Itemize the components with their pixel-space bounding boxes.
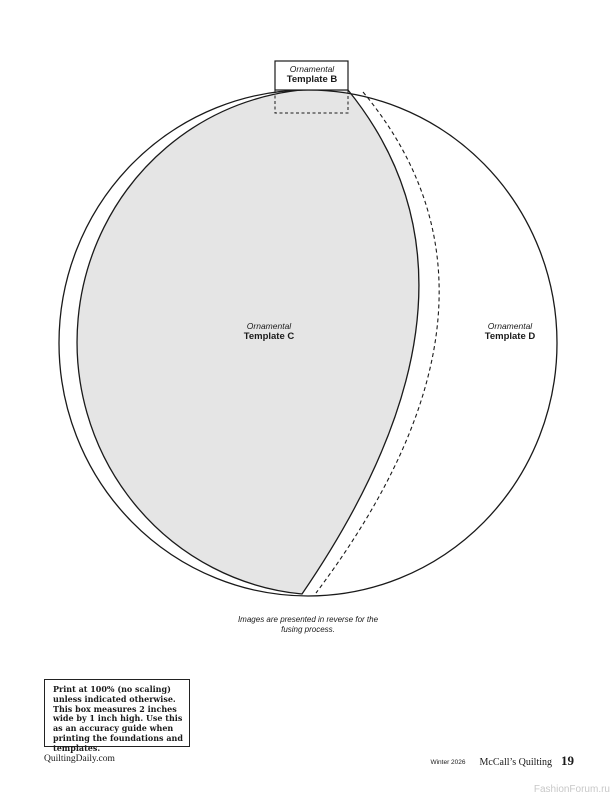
template-d-subtitle: Ornamental <box>487 321 533 331</box>
template-b-subtitle: Ornamental <box>289 64 335 74</box>
reverse-note: Images are presented in reverse for the fusing process. <box>237 615 379 634</box>
template-b-label <box>276 65 348 86</box>
footer-season: Winter 2026 <box>430 759 466 766</box>
template-b-title: Template B <box>286 73 338 85</box>
template-c-title: Template C <box>243 330 295 342</box>
template-d-title: Template D <box>484 330 536 342</box>
footer-magazine: McCall’s Quilting <box>479 757 552 768</box>
footer-site: QuiltingDaily.com <box>44 754 115 764</box>
page-number: 19 <box>561 753 574 768</box>
template-c-subtitle: Ornamental <box>246 321 292 331</box>
template-d-label <box>470 322 550 343</box>
template-c-label <box>219 322 319 343</box>
watermark: FashionForum.ru <box>533 784 610 795</box>
print-accuracy-box: Print at 100% (no scaling) unless indicated otherwise. This box measures 2 inches wide by 1 inch high. Use this as an accuracy guide when printing the foundations and templates. <box>44 679 190 747</box>
footer-right <box>430 752 574 770</box>
